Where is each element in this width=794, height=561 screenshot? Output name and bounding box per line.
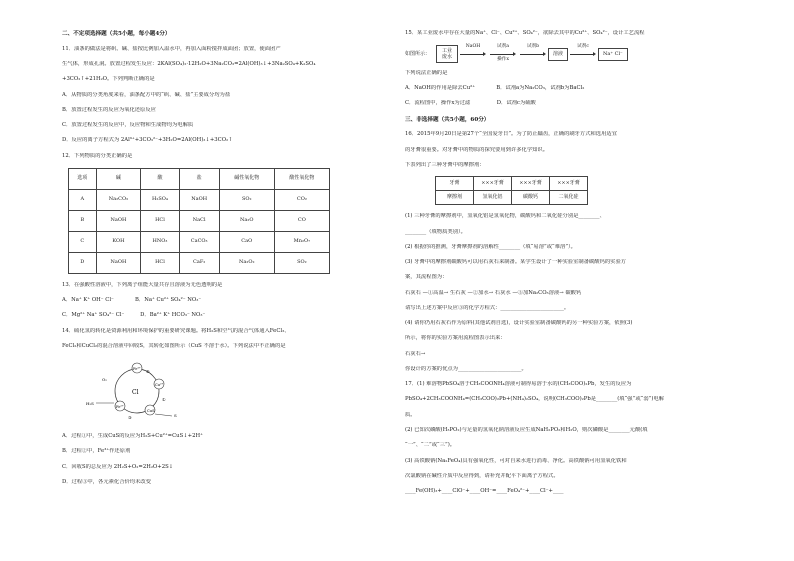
table-cell: HCl: [141, 252, 179, 273]
q16-part2: (2) 根据你的推测，牙膏摩擦剂的溶解性________（填“易溶”或“难溶”）。: [405, 243, 576, 250]
cu2-label: Cu²⁺: [155, 383, 164, 388]
q17-part1-line3: 质。: [405, 411, 416, 418]
cus-label: CuS: [147, 409, 155, 414]
table-cell: ×××牙膏: [512, 177, 550, 191]
q12-stem: 12．下列物质的分类正确的是: [62, 152, 133, 159]
table-cell: C: [69, 231, 97, 252]
table-row: [69, 210, 330, 231]
q16-stem-line1: 16．2015年9月20日是第27个“全国爱牙日”。为了防止龋齿，正确的刷牙方式和选用适宜: [405, 131, 617, 138]
table-row: [69, 231, 330, 252]
q17-part3-line1: (3) 高铁酸钠(Na₂FeO₄)具有强氧化性，可对自来水进行消毒、净化。高铁酸钠可用氢氧化铁和: [405, 457, 627, 464]
q14-option-b: B．过程②中，Fe³⁺作还原剂: [62, 448, 131, 455]
table-cell: HCl: [141, 210, 179, 231]
h2s-label: H₂S: [86, 401, 94, 407]
section-2-title: 二、不定项选择题（共5小题，每小题4分）: [62, 31, 171, 37]
q15-options-cd: C．流程图中，操作x为过滤 D．试剂c为硫酸: [405, 100, 536, 107]
step-2-label: ②: [146, 369, 150, 375]
left-column: [62, 30, 390, 494]
flow-prefix: 如图所示：: [405, 50, 431, 57]
flow-arrow-sublabel: 操作x: [497, 57, 509, 63]
q13-options-cd: C．Mg²⁺ Na⁺ SO₄²⁻ Cl⁻ D．Ba²⁺ K⁺ HCO₃⁻ NO₃⁻: [62, 312, 206, 319]
table-cell: Na₂O₂: [219, 252, 274, 273]
classification-table: [68, 168, 330, 274]
flow-box-solution: 溶液: [548, 48, 568, 61]
table-cell: Mn₂O₇: [274, 231, 329, 252]
q16-part3-line1: (3) 牙膏中的摩擦剂碳酸钙可以用石灰石来制备。某学生设计了一种实验室制备碳酸钙的实验方: [405, 259, 627, 266]
table-header-cell: 酸: [141, 168, 179, 189]
q11-stem-line3: +3CO₂↑+21H₂O。下列判断正确的是: [62, 76, 155, 83]
right-column: [405, 30, 735, 503]
table-header-cell: 选项: [69, 168, 97, 189]
flow-arrow-label: 试剂b: [526, 44, 540, 50]
q11-stem-line1: 11．油条的做法是将矾、碱、盐按比例加入温水中，再加入面粉搅拌成面团；放置，使面团产: [62, 45, 281, 52]
q15-stem: 15．某工业废水中存在大量的Na⁺、Cl⁻、Cu²⁺、SO₄²⁻，欲除去其中的Cu²⁺、SO₄²⁻，设计工艺流程: [405, 30, 645, 36]
q14-option-d: D．过程③中，各元素化合价均未改变: [62, 478, 151, 485]
q11-option-b: B．放置过程发生的反应为氧化还原反应: [62, 106, 156, 113]
q15-process-flow: [405, 44, 735, 63]
table-cell: 碳酸钙: [512, 191, 550, 205]
q17-part3-line2: 次氯酸钠在碱性介质中反应得到，请补充并配平下面离子方程式。: [405, 472, 559, 479]
flow-arrow-reagent-a: [490, 44, 516, 63]
table-cell: CaO: [219, 231, 274, 252]
o2-label: O₂: [102, 377, 107, 383]
step-1-label: ①: [162, 397, 166, 403]
q13-options-ab: A．Na⁺ K⁺ OH⁻ Cl⁻ B．Na⁺ Cu²⁺ SO₄²⁻ NO₃⁻: [62, 297, 202, 304]
table-header-cell: 盐: [179, 168, 219, 189]
table-cell: Na₂CO₃: [96, 189, 141, 210]
table-cell: B: [69, 210, 97, 231]
table-cell: D: [69, 252, 97, 273]
q17-part3-equation: ____Fe(OH)₃+____ClO⁻+____OH⁻=____FeO₄²⁻+____Cl⁻+____: [405, 488, 564, 495]
q16-part3-line3: 请写出上述方案中反应③的化学方程式：________________________。: [405, 304, 570, 311]
flow-arrow-reagent-c: [570, 44, 596, 63]
q16-part3-line2: 案，其流程图为：: [405, 274, 448, 281]
table-cell: NaOH: [96, 210, 141, 231]
table-cell: NaCl: [179, 210, 219, 231]
q16-stem-line3: 下表列出了三种牙膏中的摩擦剂：: [405, 161, 485, 168]
table-cell: CO: [274, 210, 329, 231]
q16-stem-line2: 的牙膏很重要。对牙膏中的物质的探究要用到许多化学知识。: [405, 146, 549, 153]
table-cell: HNO₃: [141, 231, 179, 252]
q14-option-a: A．过程①中，生成CuS的反应为H₂S+Cu²⁺=CuS↓+2H⁺: [62, 433, 203, 440]
table-cell: KOH: [96, 231, 141, 252]
table-cell: NaOH: [179, 189, 219, 210]
table-header-cell: 酸性氧化物: [274, 168, 329, 189]
q17-part1-line1: 17．(1) 难溶物PbSO₄溶于CH₃COONH₄溶液可制得易溶于水的(CH₃COO)₂Pb，发生的反应为: [405, 381, 632, 388]
fe2-label: Fe²⁺: [116, 405, 124, 410]
table-cell: H₂SO₄: [141, 189, 179, 210]
flow-arrow-label: NaOH: [465, 44, 481, 50]
q17-part2-line2: “一”、“二”或“三”)。: [405, 442, 456, 449]
cycle-center-label: Cl: [132, 389, 139, 397]
table-cell: 摩擦剂: [436, 191, 474, 205]
table-cell: NaOH: [96, 252, 141, 273]
table-cell: ×××牙膏: [550, 177, 588, 191]
q14-option-c: C．回收S的总反应为 2H₂S+O₂=2H₂O+2S↓: [62, 463, 174, 470]
q16-part4-line3: 你设计的方案的优点为________________________。: [405, 365, 527, 372]
q17-part1-line2: PbSO₄+2CH₃COONH₄=(CH₃COO)₂Pb+(NH₄)₂SO₄，说明(CH₃COO)₂Pb是________(填“强”或“弱”)电解: [405, 396, 664, 403]
table-cell: CaCO₃: [179, 231, 219, 252]
s-arrow: [155, 414, 172, 416]
table-cell: 牙膏: [436, 177, 474, 191]
table-cell: A: [69, 189, 97, 210]
table-header-cell: 碱: [96, 168, 141, 189]
table-row: [436, 177, 588, 191]
q11-stem-line2: 生气体，形成孔洞。放置过程发生反应：2KAl(SO₄)₂·12H₂O+3Na₂CO₃=2Al(OH)₃↓+3Na₂SO₄+K₂SO₄: [62, 60, 316, 67]
toothpaste-table: [435, 176, 588, 205]
table-cell: SO₂: [274, 252, 329, 273]
table-cell: SO₂: [219, 189, 274, 210]
q13-stem: 13．在强酸性溶液中，下列离子组能大量共存且溶液为无色透明的是: [62, 281, 223, 288]
q16-part1-line1: (1) 三种牙膏的摩擦剂中，氢氧化铝是氢氧化物，碳酸钙和二氧化硅分别是________、: [405, 213, 605, 220]
q16-part4-line2: 所示，将你的实验方案用流程图表示出来：: [405, 335, 506, 342]
table-row: [436, 191, 588, 205]
fe3-label: Fe³⁺: [133, 367, 141, 372]
table-header-cell: 碱性氧化物: [219, 168, 274, 189]
q15-question: 下列说法正确的是: [405, 69, 448, 76]
flow-arrow-naoh: [460, 44, 486, 63]
q11-option-c: C．放置过程发生的反应中，反应物和生成物均为电解质: [62, 122, 194, 129]
q14-stem-line2: FeCl₂和CuCl₂的混合溶液中回收S，其转化如图所示（CuS 不溶于水）。下列说法中不正确的是: [62, 342, 286, 349]
table-cell: 氢氧化铝: [474, 191, 512, 205]
flow-arrow-label: 试剂c: [577, 44, 589, 50]
table-cell: 二氧化硅: [550, 191, 588, 205]
q16-part1-line2: ________（填物质类别）。: [405, 228, 466, 235]
q15-options-ab: A．NaOH的作用是除去Cu²⁺ B．试剂a为Na₂CO₃，试剂b为BaCl₂: [405, 85, 585, 92]
flow-arrow-reagent-b: [520, 44, 546, 63]
section-3-title: 三、非选择题（共5小题，60分）: [405, 116, 490, 123]
q11-option-d: D．反应的离子方程式为 2Al³⁺+3CO₃²⁻+3H₂O=2Al(OH)₃↓+3CO₂↑: [62, 137, 233, 144]
q14-stem-line1: 14．硫化氢的转化是资源利用和环境保护的重要研究课题。将H₂S和空气的混合气体通入FeCl₃、: [62, 327, 290, 334]
table-cell: ×××牙膏: [474, 177, 512, 191]
flow-box-product: Na⁺ Cl⁻: [598, 48, 628, 61]
q16-part4-flow-start: 石灰石→: [405, 350, 426, 357]
table-cell: CO₂: [274, 189, 329, 210]
sulfur-cycle-diagram: [82, 359, 192, 423]
q16-part3-flow: 石灰石 —①高温→ 生石灰 —②加水→ 石灰水 —③加Na₂CO₃溶液→ 碳酸钙: [405, 289, 582, 296]
q16-part4-line1: (4) 请你仍用石灰石作为原料(其他试剂自选)，设计实验室制备碳酸钙的另一种实验方案，依照(3): [405, 320, 633, 327]
s-label: S: [174, 413, 177, 419]
table-header-row: [69, 168, 330, 189]
flow-box-wastewater: 工业废水: [436, 45, 458, 63]
q11-option-a: A．从物质的分类角度来看，油条配方中的“矾、碱、盐”主要成分均为盐: [62, 91, 231, 98]
table-cell: CaF₂: [179, 252, 219, 273]
table-row: [69, 252, 330, 273]
table-row: [69, 189, 330, 210]
table-cell: Na₂O: [219, 210, 274, 231]
step-3-label: ③: [128, 415, 132, 421]
flow-arrow-label: 试剂a: [497, 44, 509, 50]
q17-part2-line1: (2) 已知次磷酸(H₃PO₂)与足量的氢氧化钠溶液反应生成NaH₂PO₂和H₂O，则次磷酸是________元酸(填: [405, 427, 648, 433]
